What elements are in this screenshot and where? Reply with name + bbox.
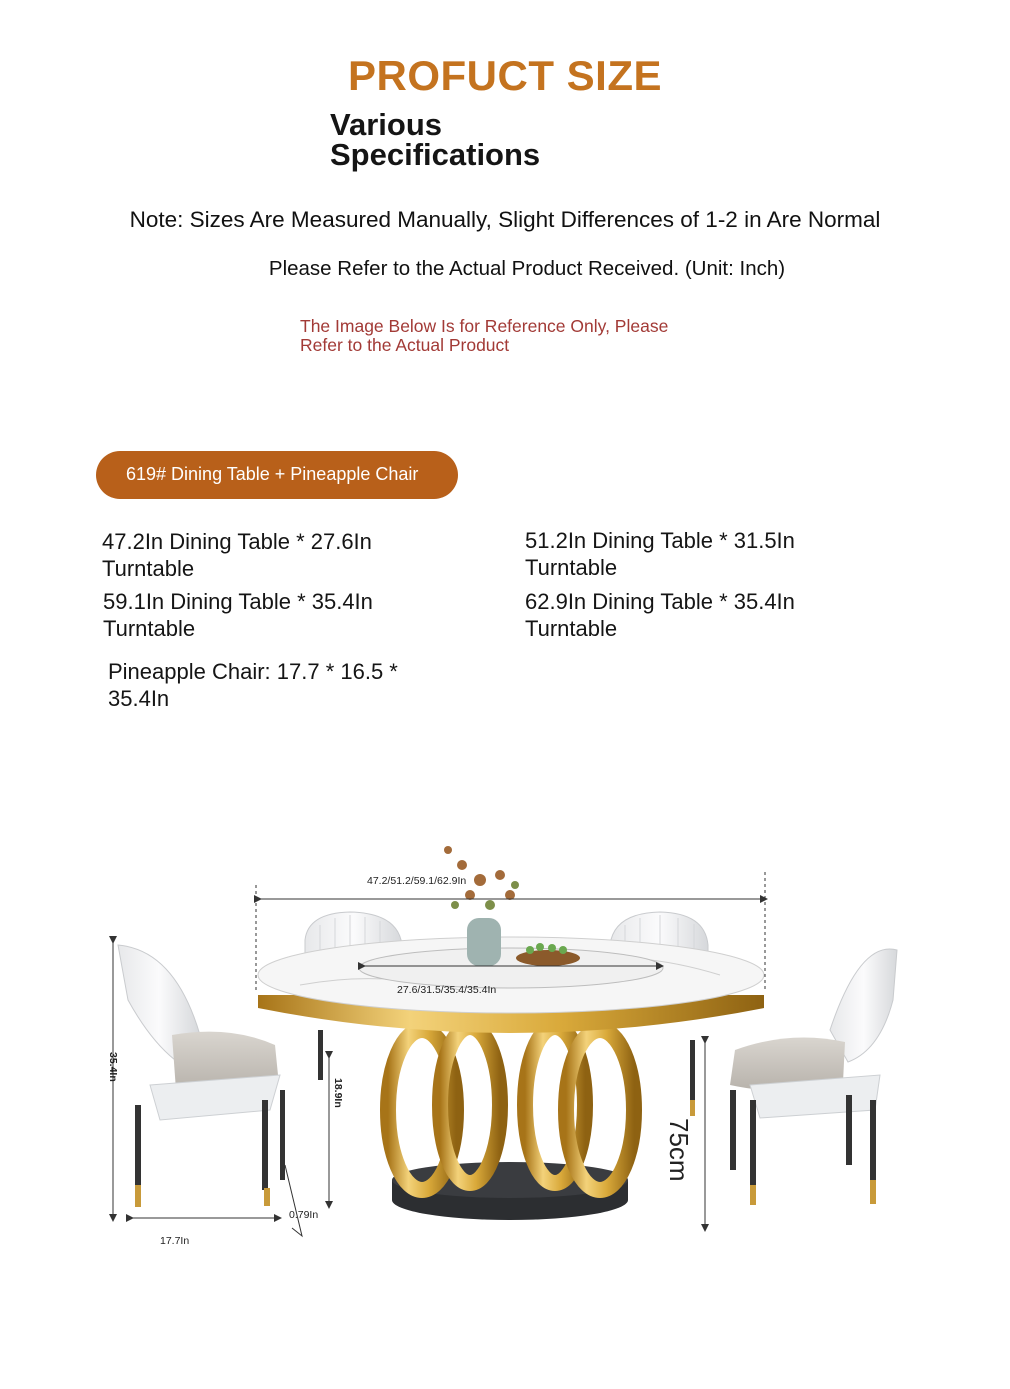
chair-height-label: 35.4In <box>107 1052 119 1082</box>
seat-height-label: 18.9In <box>332 1078 344 1108</box>
table-height-label: 75cm <box>664 1118 694 1182</box>
subtitle <box>330 107 630 172</box>
spec-item-4: 62.9In Dining Table * 35.4In Turntable <box>525 589 795 641</box>
product-label-text: 619# Dining Table + Pineapple Chair <box>126 464 419 484</box>
measurement-note: Note: Sizes Are Measured Manually, Slight Differences of 1-2 in Are Normal <box>129 207 881 232</box>
spec-item-3: 59.1In Dining Table * 35.4In Turntable <box>103 589 373 641</box>
subtitle-line-1: Various <box>330 107 442 142</box>
unit-note: Please Refer to the Actual Product Received. (Unit: Inch) <box>268 257 786 280</box>
table-width-label: 47.2/51.2/59.1/62.9In <box>367 875 467 887</box>
spec-item-1: 47.2In Dining Table * 27.6In Turntable <box>102 529 372 581</box>
reference-note-line-1: The Image Below Is for Reference Only, Please <box>300 316 669 336</box>
page-title: PROFUCT SIZE <box>347 52 662 99</box>
reference-note-line-2: Refer to the Actual Product <box>300 335 510 355</box>
reference-note <box>300 317 720 355</box>
leg-offset-label: 0.79In <box>289 1209 319 1221</box>
table-base <box>388 1027 634 1220</box>
subtitle-line-2: Specifications <box>330 137 541 172</box>
spec-item-chair: Pineapple Chair: 17.7 * 16.5 * 35.4In <box>108 659 398 711</box>
spec-item-2: 51.2In Dining Table * 31.5In Turntable <box>525 528 795 580</box>
front-chair-right <box>730 949 897 1205</box>
front-chair-left <box>118 945 285 1207</box>
product-dimension-illustration <box>0 820 1010 1280</box>
turntable-width-label: 27.6/31.5/35.4/35.4In <box>397 984 497 996</box>
chair-width-label: 17.7In <box>160 1235 190 1247</box>
